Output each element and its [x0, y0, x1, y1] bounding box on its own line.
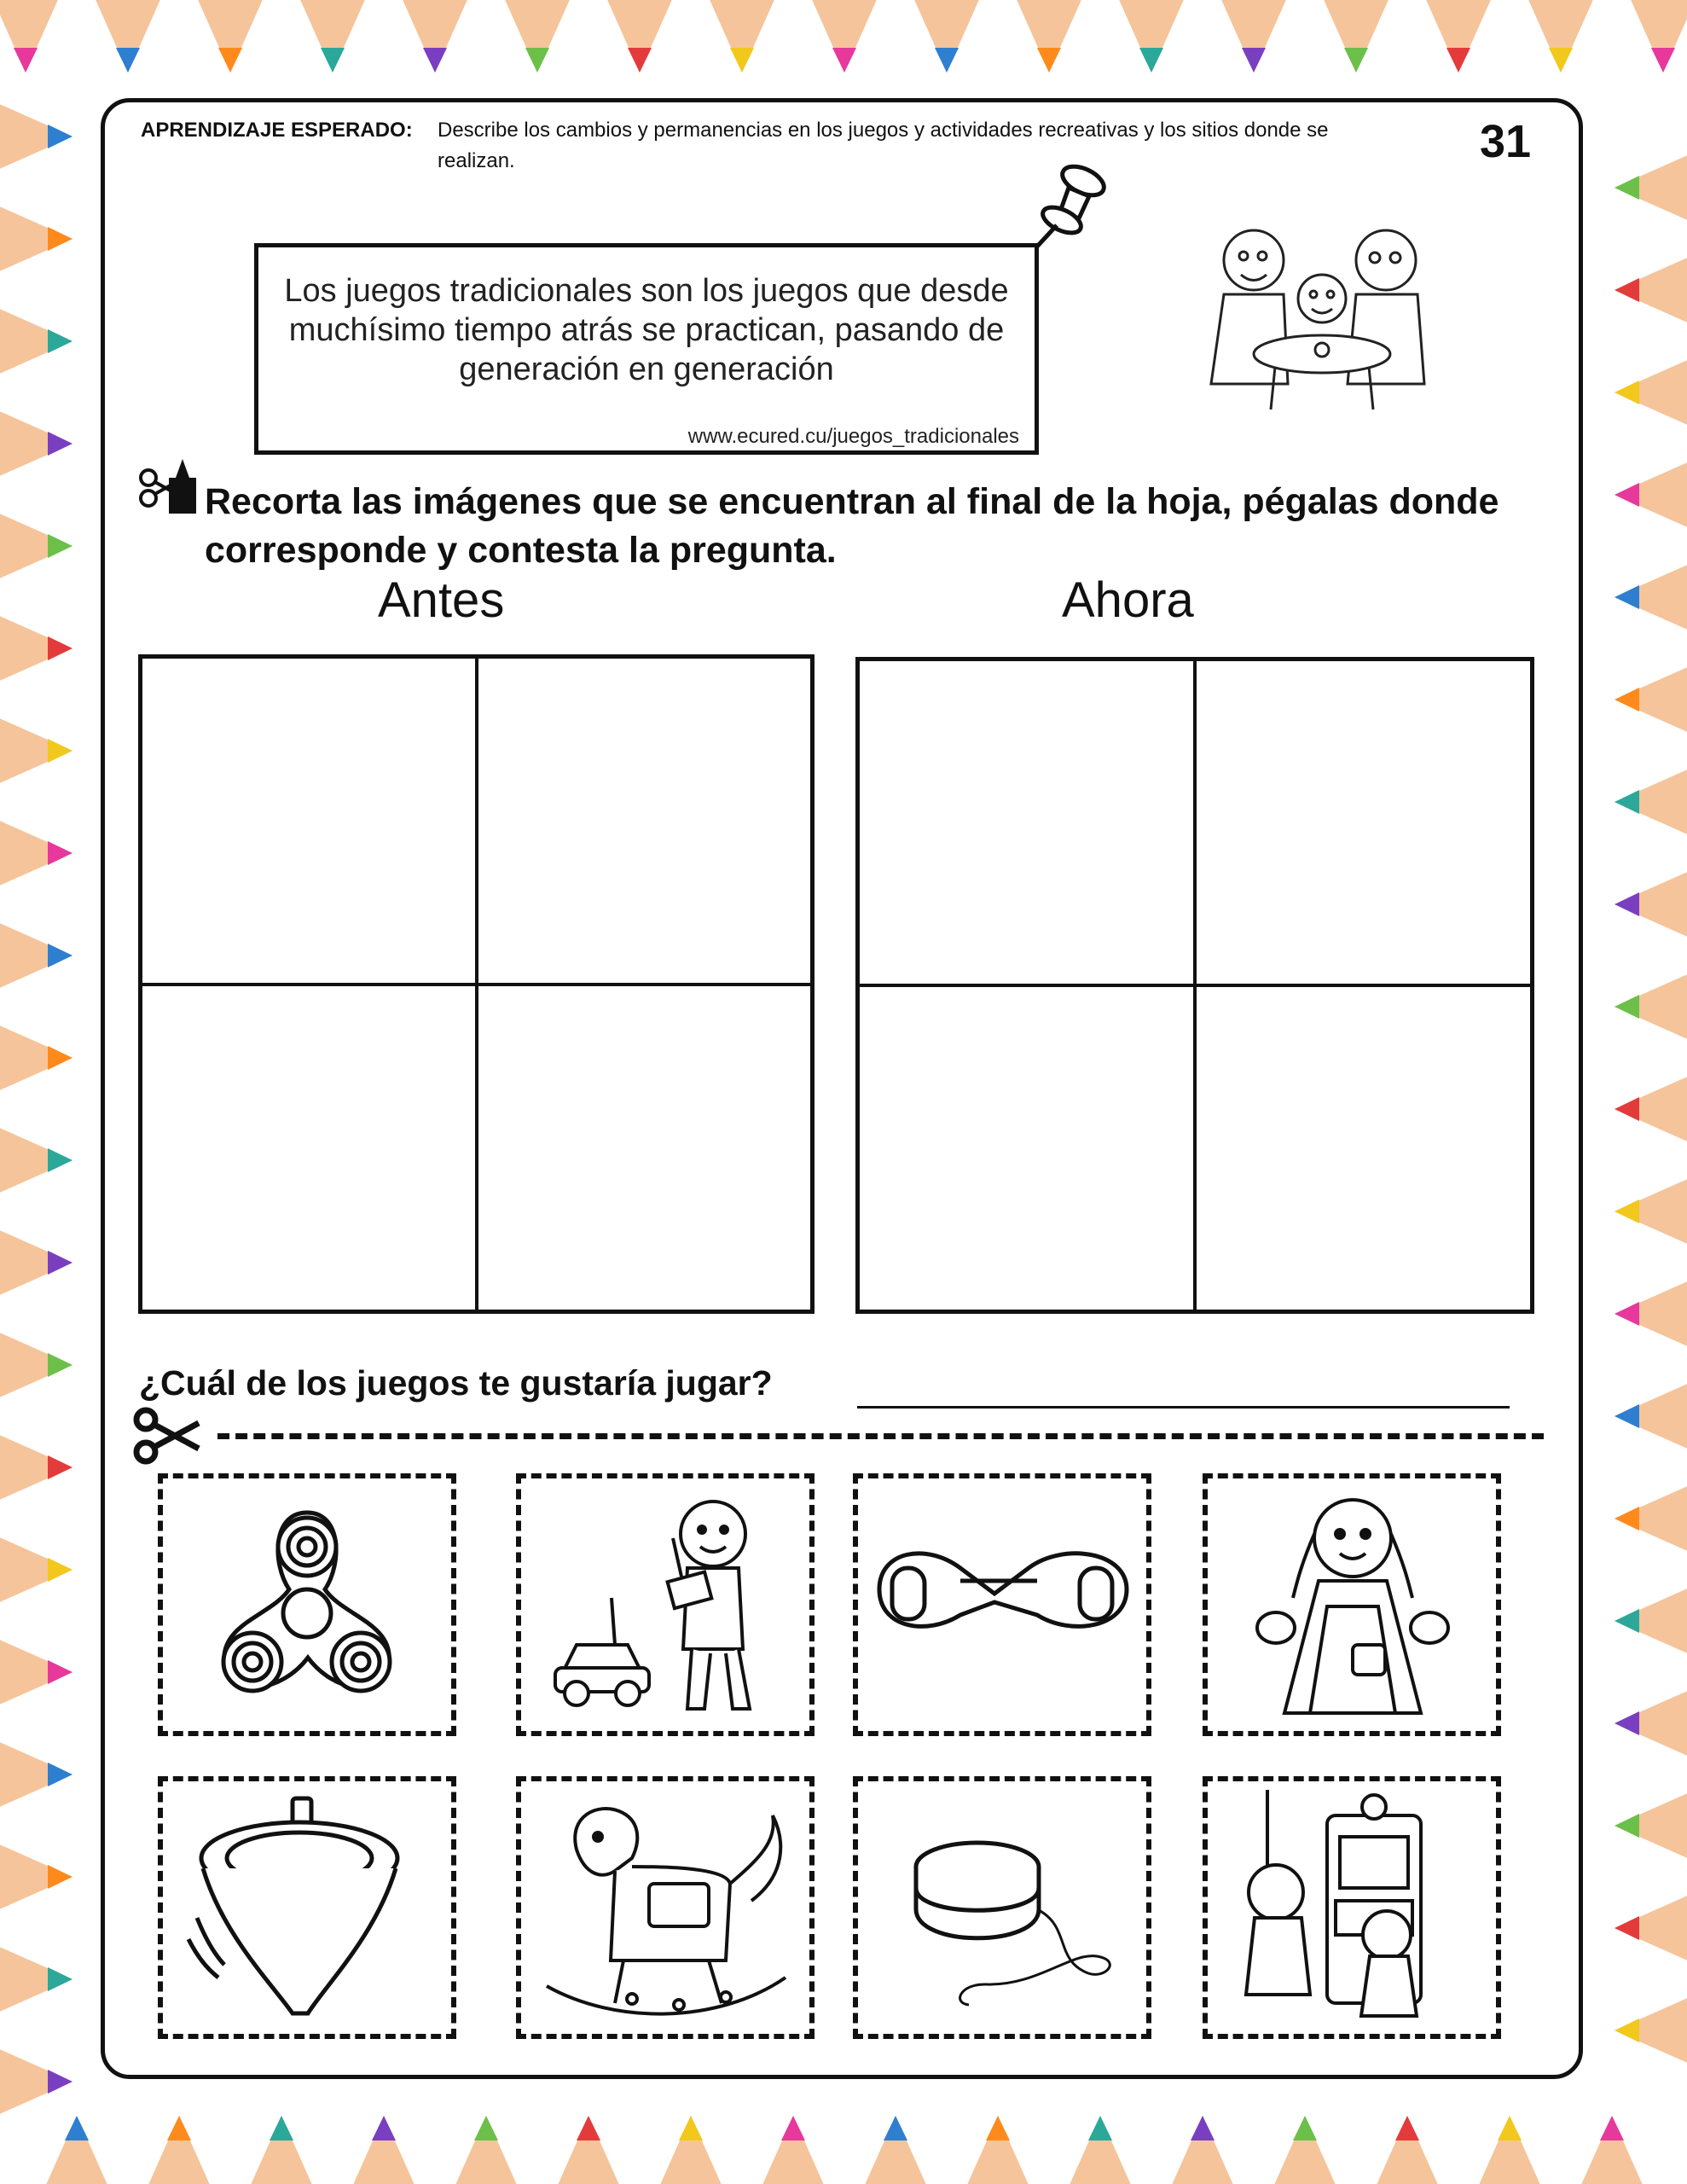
colored-pencil-icon	[0, 0, 60, 73]
learning-objective-text: Describe los cambios y permanencias en los juegos y actividades recreativas y los sitios donde se realizan.	[438, 119, 1329, 172]
cutout-remote-car[interactable]	[516, 1473, 815, 1736]
colored-pencil-icon	[0, 1740, 72, 1809]
colored-pencil-icon	[0, 1843, 72, 1911]
colored-pencil-icon	[1373, 2116, 1441, 2184]
colored-pencil-icon	[1527, 0, 1595, 73]
now-paste-box[interactable]	[1195, 659, 1532, 985]
colored-pencil-icon	[1615, 1689, 1687, 1757]
colored-pencil-icon	[1615, 1996, 1687, 2065]
colored-pencil-icon	[1578, 2116, 1646, 2184]
cutout-fidget-spinner[interactable]	[158, 1473, 456, 1736]
colored-pencil-icon	[0, 102, 72, 171]
colored-pencil-icon	[0, 1024, 72, 1092]
now-paste-box[interactable]	[858, 985, 1195, 1311]
colored-pencil-icon	[1629, 0, 1687, 73]
before-paste-box[interactable]	[141, 985, 477, 1312]
rag-doll-icon	[1216, 1487, 1487, 1722]
colored-pencil-icon	[964, 2116, 1032, 2184]
colored-pencil-icon	[0, 512, 72, 580]
question-text: ¿Cuál de los juegos te gustaría jugar?	[139, 1363, 773, 1403]
cut-line	[217, 1433, 1544, 1439]
colored-pencil-icon	[1322, 0, 1390, 73]
colored-pencil-icon	[0, 307, 72, 375]
colored-pencil-icon	[1615, 1177, 1687, 1246]
before-paste-box[interactable]	[477, 985, 813, 1312]
colored-pencil-icon	[1615, 665, 1687, 734]
colored-pencil-icon	[43, 2116, 111, 2184]
before-paste-box[interactable]	[477, 657, 813, 985]
colored-pencil-icon	[1066, 2116, 1134, 2184]
colored-pencil-icon	[861, 2116, 930, 2184]
colored-pencil-icon	[0, 1945, 72, 2013]
cutout-spinning-top[interactable]	[158, 1776, 456, 2039]
family-playing-icon	[1194, 213, 1450, 414]
boy-remote-control-car-icon	[530, 1487, 801, 1722]
info-box	[254, 243, 1039, 455]
colored-pencil-icon	[1615, 1382, 1687, 1450]
colored-pencil-icon	[0, 2048, 72, 2116]
colored-pencil-icon	[452, 2116, 520, 2184]
colored-pencil-icon	[401, 0, 469, 73]
colored-pencil-icon	[0, 1638, 72, 1706]
colored-pencil-icon	[247, 2116, 316, 2184]
colored-pencil-icon	[0, 410, 72, 478]
colored-pencil-icon	[1615, 461, 1687, 529]
colored-pencil-icon	[810, 0, 878, 73]
colored-pencil-icon	[554, 2116, 623, 2184]
colored-pencil-icon	[0, 1433, 72, 1502]
now-grid	[855, 657, 1534, 1314]
colored-pencil-icon	[913, 0, 981, 73]
cutout-arcade-machine[interactable]	[1203, 1776, 1501, 2039]
colored-pencil-icon	[0, 1536, 72, 1604]
colored-pencil-icon	[1615, 358, 1687, 427]
before-heading: Antes	[378, 572, 505, 628]
fidget-spinner-icon	[171, 1487, 443, 1722]
colored-pencil-icon	[1424, 0, 1493, 73]
info-text: Los juegos tradicionales son los juegos que desde muchísimo tiempo atrás se practican, pasando de generación en generación	[284, 273, 1009, 387]
colored-pencil-icon	[606, 0, 674, 73]
colored-pencil-icon	[1615, 1280, 1687, 1348]
colored-pencil-icon	[1615, 154, 1687, 222]
colored-pencil-icon	[0, 1228, 72, 1297]
colored-pencil-icon	[1271, 2116, 1339, 2184]
colored-pencil-icon	[657, 2116, 725, 2184]
colored-pencil-icon	[299, 0, 367, 73]
learning-objective-label: APRENDIZAJE ESPERADO:	[141, 119, 413, 142]
cutout-rag-doll[interactable]	[1203, 1473, 1501, 1736]
colored-pencil-icon	[1168, 2116, 1237, 2184]
before-paste-box[interactable]	[141, 657, 477, 985]
scissors-icon	[132, 1399, 205, 1472]
answer-line[interactable]	[857, 1406, 1510, 1409]
instruction-text: Recorta las imágenes que se encuentran al final de la hoja, pégalas donde corresponde y contesta la pregunta.	[205, 481, 1499, 571]
rocking-horse-icon	[530, 1790, 801, 2025]
colored-pencil-icon	[145, 2116, 213, 2184]
learning-objective	[141, 115, 1377, 172]
scissors-glue-icon	[136, 452, 200, 516]
colored-pencil-icon	[1117, 0, 1186, 73]
colored-pencil-icon	[1615, 973, 1687, 1041]
cutout-rocking-horse[interactable]	[516, 1776, 815, 2039]
hoverboard-icon	[867, 1487, 1138, 1722]
colored-pencil-icon	[350, 2116, 418, 2184]
yoyo-icon	[867, 1790, 1138, 2025]
colored-pencil-icon	[0, 205, 72, 273]
kids-arcade-machine-icon	[1216, 1790, 1487, 2025]
colored-pencil-icon	[0, 717, 72, 785]
colored-pencil-icon	[0, 921, 72, 990]
colored-pencil-icon	[0, 1331, 72, 1399]
now-heading: Ahora	[1062, 572, 1194, 628]
colored-pencil-icon	[1615, 1587, 1687, 1655]
cutout-yoyo[interactable]	[853, 1776, 1151, 2039]
colored-pencil-icon	[1615, 1484, 1687, 1553]
cutout-hoverboard[interactable]	[853, 1473, 1151, 1736]
before-grid	[138, 654, 815, 1314]
colored-pencil-icon	[759, 2116, 827, 2184]
colored-pencil-icon	[1615, 768, 1687, 836]
colored-pencil-icon	[1220, 0, 1288, 73]
colored-pencil-icon	[1475, 2116, 1544, 2184]
colored-pencil-icon	[1615, 1792, 1687, 1860]
colored-pencil-icon	[196, 0, 264, 73]
now-paste-box[interactable]	[1195, 985, 1532, 1311]
colored-pencil-icon	[1615, 870, 1687, 938]
spinning-top-icon	[171, 1790, 443, 2025]
now-paste-box[interactable]	[858, 659, 1195, 985]
colored-pencil-icon	[1615, 563, 1687, 631]
source-url: www.ecured.cu/juegos_tradicionales	[687, 425, 1019, 448]
colored-pencil-icon	[0, 1126, 72, 1194]
colored-pencil-icon	[0, 819, 72, 887]
page-number: 31	[1480, 116, 1532, 167]
colored-pencil-icon	[1615, 256, 1687, 324]
pushpin-icon	[1019, 162, 1113, 256]
colored-pencil-icon	[1615, 1894, 1687, 1962]
colored-pencil-icon	[708, 0, 776, 73]
colored-pencil-icon	[0, 614, 72, 682]
colored-pencil-icon	[94, 0, 162, 73]
colored-pencil-icon	[503, 0, 571, 73]
colored-pencil-icon	[1015, 0, 1083, 73]
colored-pencil-icon	[1615, 1075, 1687, 1143]
